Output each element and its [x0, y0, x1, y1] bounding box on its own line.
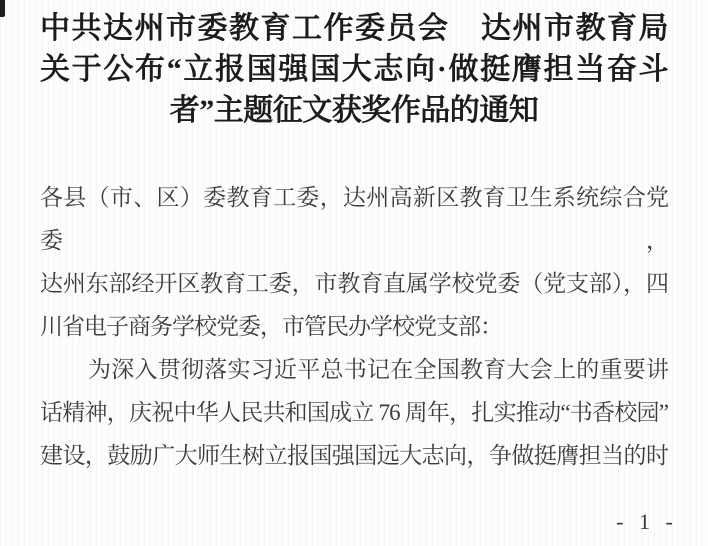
- title-line-3: 者”主题征文获奖作品的通知: [169, 94, 539, 127]
- scan-artifact-mark: [0, 0, 5, 17]
- title-line-2: 关于公布“立报国强国大志向·做挺膺担当奋斗: [40, 53, 668, 86]
- paragraph-line-3: 建设，鼓励广大师生树立报国强国远大志向，争做挺膺担当的时: [40, 443, 668, 468]
- document-body: [40, 176, 668, 477]
- recipient-line-3: 川省电子商务学校党委，市管民办学校党支部：: [40, 314, 502, 339]
- paragraph-line-2: 话精神，庆祝中华人民共和国成立 76 周年，扎实推动“书香校园”: [40, 400, 668, 425]
- page-number: - 1 -: [616, 509, 678, 534]
- paragraph-line-1: 为深入贯彻落实习近平总书记在全国教育大会上的重要讲: [88, 357, 668, 382]
- title-line-1: 中共达州市委教育工作委员会 达州市教育局: [40, 12, 668, 45]
- recipient-line-2: 达州东部经开区教育工委，市教育直属学校党委（党支部），四: [40, 271, 668, 296]
- document-title: [40, 8, 668, 131]
- recipient-line-1: 各县（市、区）委教育工委，达州高新区教育卫生系统综合党委，: [40, 185, 668, 253]
